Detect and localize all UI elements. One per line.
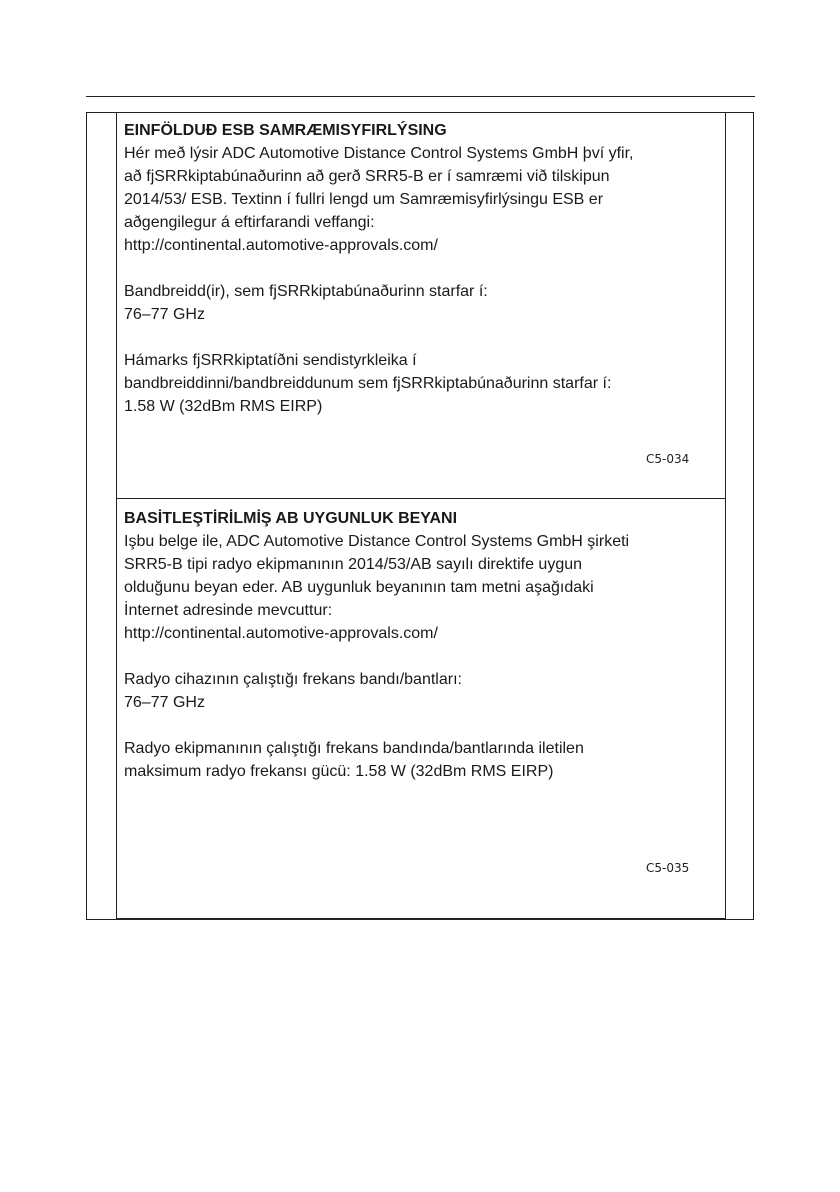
section-heading: EINFÖLDUÐ ESB SAMRÆMISYFIRLÝSING [124, 122, 447, 139]
power-value: 1.58 W (32dBm RMS EIRP) [124, 398, 323, 415]
power-line: Radyo ekipmanının çalıştığı frekans bandında/bantlarında iletilen [124, 740, 584, 757]
band-label: Bandbreidd(ir), sem fjSRRkiptabúnaðurinn starfar í: [124, 283, 488, 300]
text-line: 2014/53/ ESB. Textinn í fullri lengd um Samræmisyfirlýsingu ESB er [124, 191, 604, 208]
section-code: C5-035 [646, 861, 690, 875]
text-line: İnternet adresinde mevcuttur: [124, 602, 333, 619]
text-line: Hér með lýsir ADC Automotive Distance Control Systems GmbH því yfir, [124, 145, 634, 162]
header-rule [86, 96, 755, 97]
declaration-turkish [124, 507, 720, 783]
section-divider [116, 498, 726, 499]
approvals-url: http://continental.automotive-approvals.com/ [124, 625, 438, 642]
band-value: 76–77 GHz [124, 306, 205, 323]
band-label: Radyo cihazının çalıştığı frekans bandı/bantları: [124, 671, 462, 688]
power-line: bandbreiddinni/bandbreiddunum sem fjSRRkiptabúnaðurinn starfar í: [124, 375, 612, 392]
power-value: maksimum radyo frekansı gücü: 1.58 W (32dBm RMS EIRP) [124, 763, 554, 780]
section-code: C5-034 [646, 452, 690, 466]
text-line: aðgengilegur á eftirfarandi veffangi: [124, 214, 375, 231]
power-line: Hámarks fjSRRkiptatíðni sendistyrkleika í [124, 352, 417, 369]
declaration-icelandic [124, 119, 720, 418]
section-heading: BASİTLEŞTİRİLMİŞ AB UYGUNLUK BEYANI [124, 510, 458, 527]
text-line: að fjSRRkiptabúnaðurinn að gerð SRR5-B er í samræmi við tilskipun [124, 168, 610, 185]
text-line: Işbu belge ile, ADC Automotive Distance Control Systems GmbH şirketi [124, 533, 630, 550]
band-value: 76–77 GHz [124, 694, 205, 711]
approvals-url: http://continental.automotive-approvals.com/ [124, 237, 438, 254]
text-line: olduğunu beyan eder. AB uygunluk beyanının tam metni aşağıdaki [124, 579, 594, 596]
text-line: SRR5-B tipi radyo ekipmanının 2014/53/AB sayılı direktife uygun [124, 556, 583, 573]
